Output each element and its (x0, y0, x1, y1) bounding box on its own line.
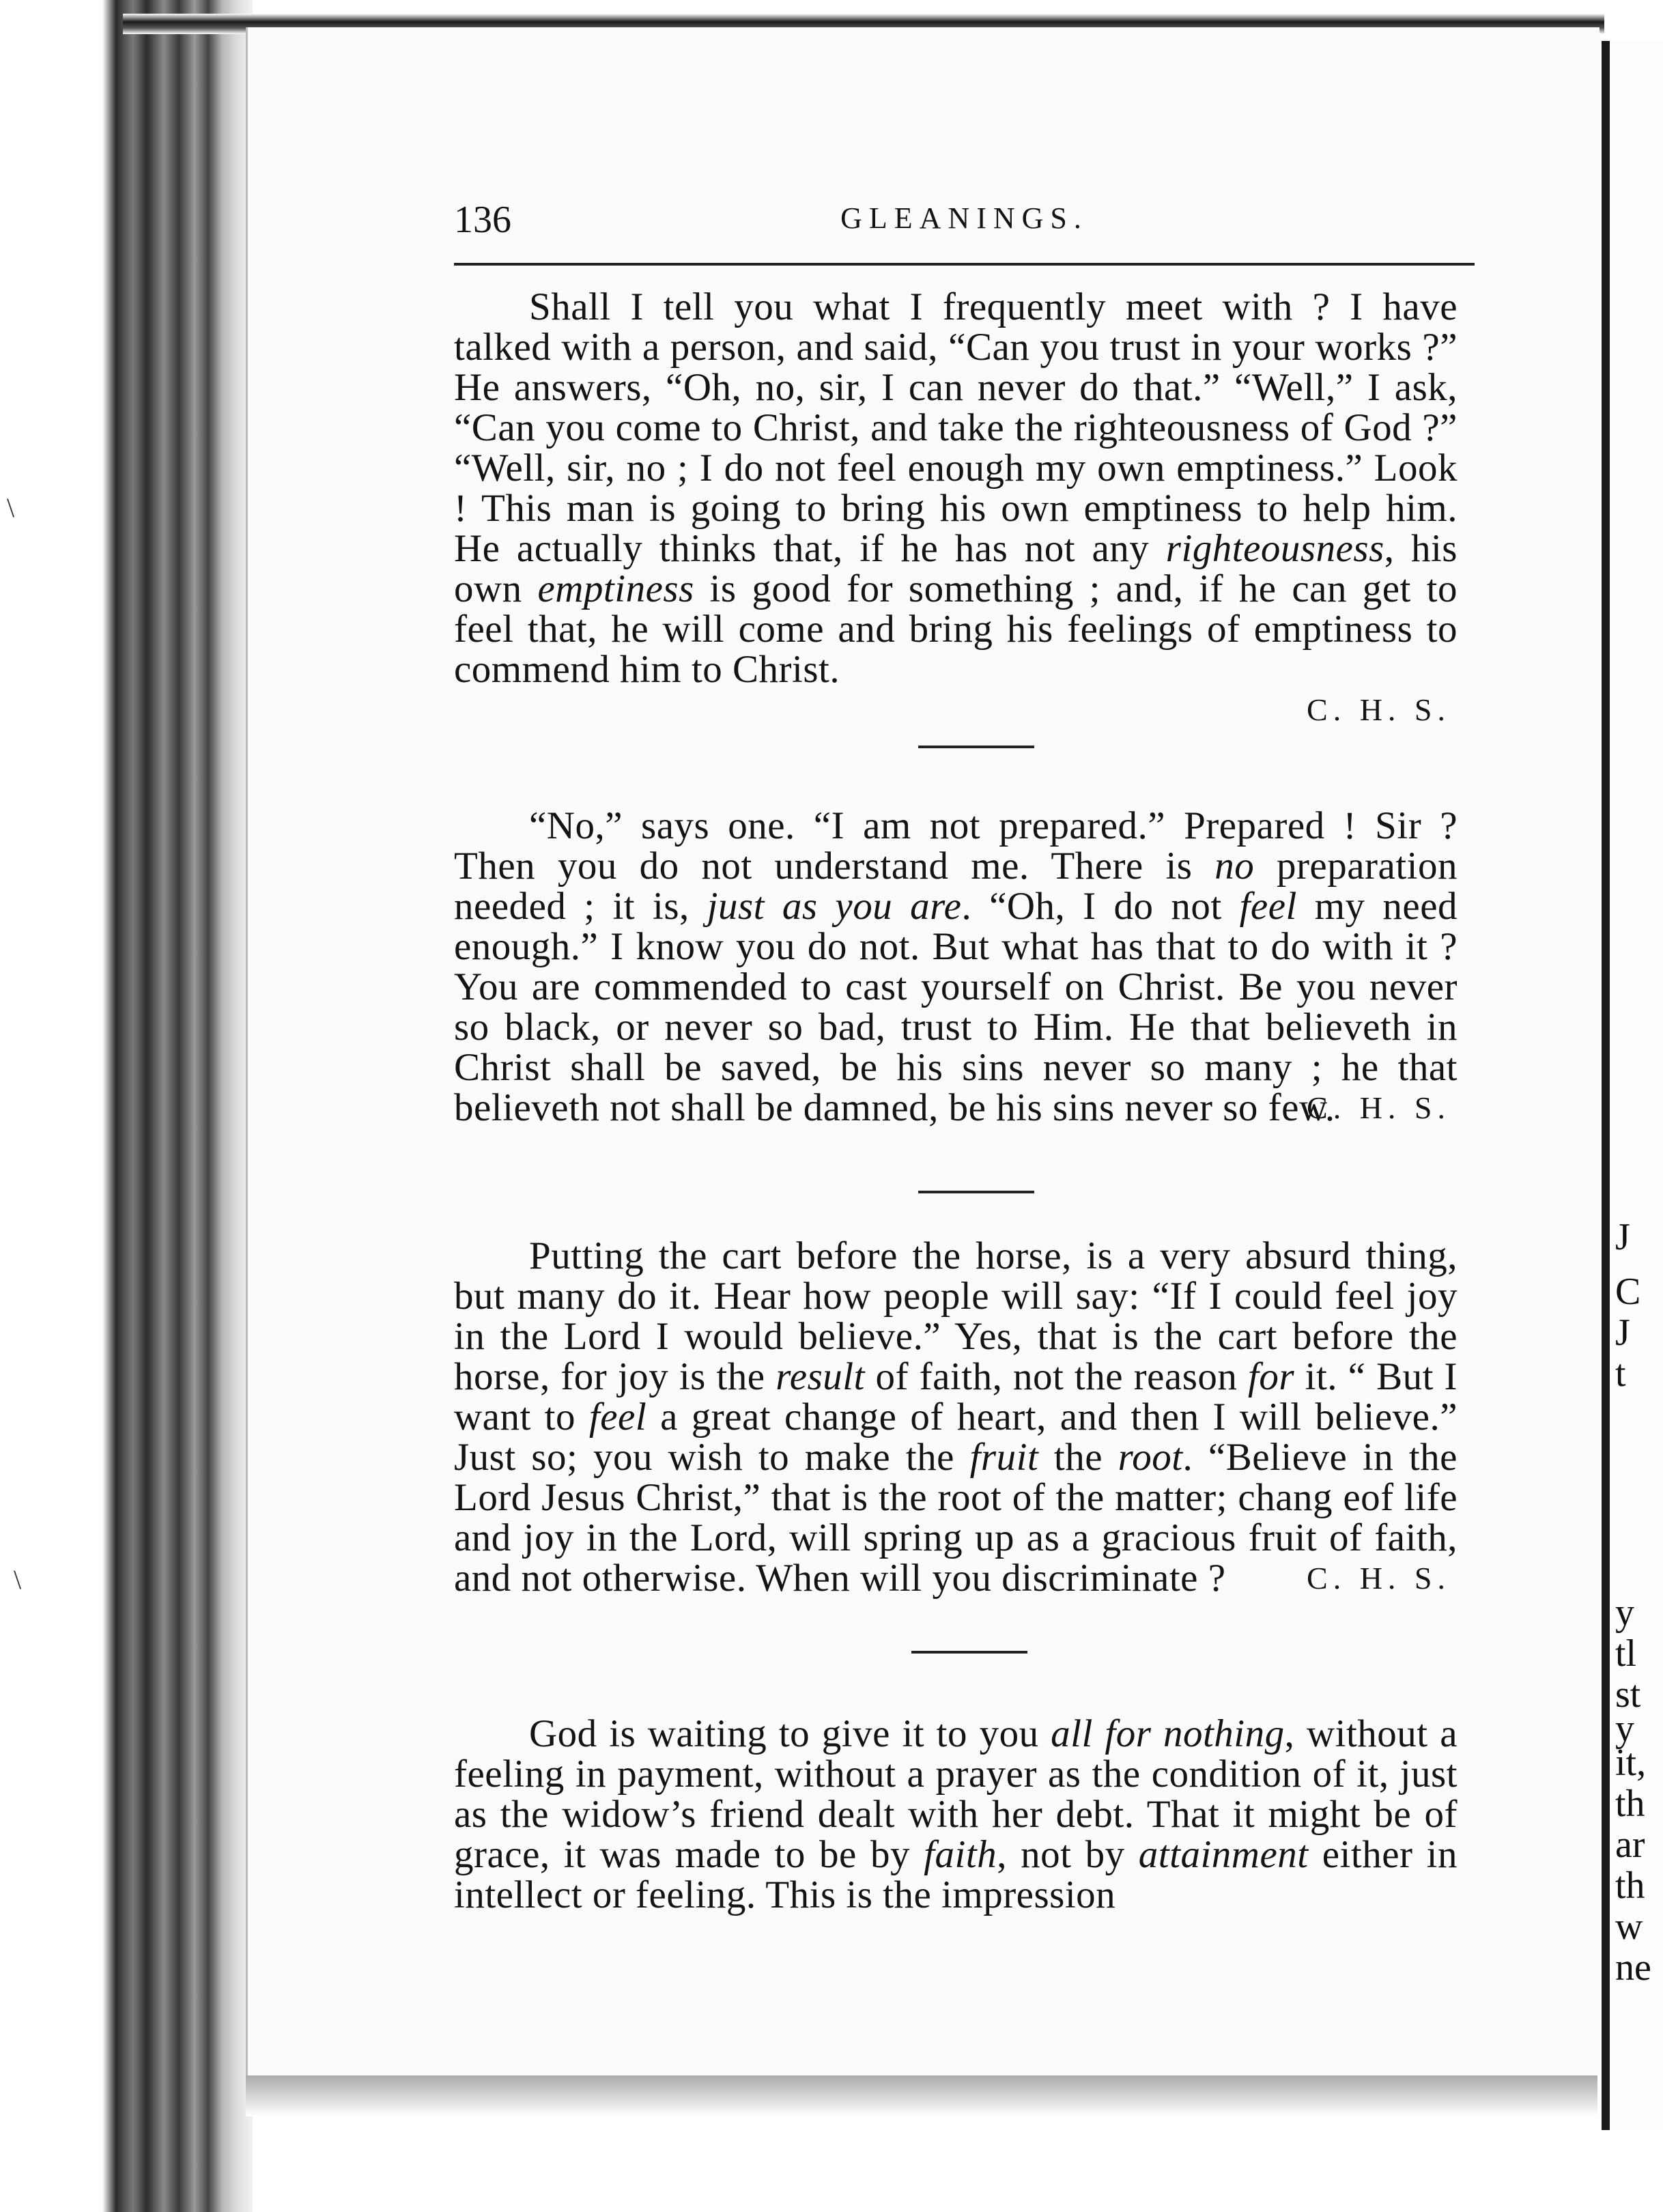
paragraph (454, 287, 1458, 690)
paragraph (454, 1714, 1458, 1915)
italic-text: for (1248, 1355, 1295, 1398)
italic-text: emptiness (537, 567, 694, 610)
scan-mark: \ (14, 1564, 22, 1595)
facing-fragment: tl (1615, 1632, 1637, 1675)
facing-page (1602, 41, 1663, 2130)
italic-text: root (1118, 1436, 1183, 1479)
facing-fragment: y (1615, 1591, 1634, 1634)
facing-fragment: th (1615, 1864, 1645, 1907)
body-text: a great change of heart, and then I will believe.” Just so; you wish to make the (454, 1395, 1458, 1479)
body-text: Shall I tell you what I frequently meet with ? I have talked with a person, and said, “Can you trust in your works ?” He answers, “Oh, no, sir, I can never do that.” “Well,” I ask, “Can you come to Christ, and take the righteousness of God ?” “Well, sir, no ; I do not feel enough my own emptiness.” Look ! This man is going to bring his own emptiness to help him. He actually thinks that, if he has not any (454, 285, 1458, 570)
italic-text: faith (924, 1833, 997, 1876)
facing-fragment: J (1615, 1311, 1630, 1354)
passage-3 (454, 1236, 1458, 1599)
body-text: “No,” says one. “I am not prepared.” Prepared ! Sir ? Then you do not understand me. There is (454, 804, 1458, 888)
signature: C. H. S. (1307, 692, 1451, 727)
section-divider (918, 1191, 1034, 1193)
section-divider (911, 1651, 1027, 1654)
facing-fragment: ar (1615, 1824, 1645, 1866)
italic-text: result (776, 1355, 865, 1398)
italic-text: feel (1239, 885, 1297, 928)
page-bottom-shadow (246, 2075, 1597, 2116)
body-text: of faith, not the reason (864, 1355, 1248, 1398)
body-text: the (1038, 1436, 1118, 1479)
italic-text: feel (588, 1395, 647, 1438)
facing-fragment: y (1615, 1707, 1634, 1750)
paragraph (454, 806, 1458, 1128)
facing-fragment: th (1615, 1783, 1645, 1825)
passage-2 (454, 806, 1458, 1129)
facing-fragment: t (1615, 1352, 1626, 1395)
body-text: , his own (454, 527, 1458, 610)
scan-mark: \ (7, 492, 15, 523)
facing-fragment: ne (1615, 1946, 1651, 1989)
paragraph (454, 1236, 1458, 1598)
italic-text: all for nothing (1051, 1712, 1285, 1755)
body-text: , without a feeling in payment, without a prayer as the condition of it, just as the widow’s friend dealt with her debt. That it might be of grace, it was made to be by (454, 1712, 1458, 1876)
italic-text: no (1214, 845, 1255, 888)
facing-fragment: st (1615, 1673, 1641, 1716)
body-text: it. “ But I want to (454, 1355, 1458, 1438)
passage-1 (454, 287, 1458, 731)
italic-text: just as you are (707, 885, 962, 928)
signature: C. H. S. (1307, 1090, 1451, 1125)
body-text: is good for something ; and, if he can get to feel that, he will come and bring his feelings of emptiness to commend him to Christ. (454, 567, 1458, 691)
body-text: God is waiting to give it to you (529, 1712, 1051, 1755)
facing-fragment: J (1615, 1216, 1630, 1258)
running-title: GLEANINGS. (840, 201, 1088, 235)
body-text: my need enough.” I know you do not. But what has that to do with it ? You are commended to cast yourself on Christ. Be you never so black, or never so bad, trust to Him. He that believeth in Christ shall be saved, be his sins never so many ; he that believeth not shall be damned, be his sins never so few. (454, 885, 1458, 1129)
italic-text: fruit (969, 1436, 1039, 1479)
book-page-edges (0, 0, 253, 2212)
running-head (454, 191, 1475, 246)
section-divider (918, 746, 1034, 748)
body-text: preparation needed ; it is, (454, 845, 1458, 928)
header-rule (454, 263, 1475, 266)
body-text: . “Believe in the Lord Jesus Christ,” that is the root of the matter; chang eof life and joy in the Lord, will spring up as a gracious fruit of faith, and not otherwise. When will you discriminate ? (454, 1436, 1458, 1600)
italic-text: righteousness (1165, 527, 1384, 570)
passage-4 (454, 1714, 1458, 1915)
page-number: 136 (454, 199, 511, 241)
signature: C. H. S. (1307, 1561, 1451, 1596)
facing-fragment: it, (1615, 1742, 1647, 1784)
body-text: Putting the cart before the horse, is a very absurd thing, but many do it. Hear how people will say: “If I could feel joy in the Lord I would believe.” Yes, that is the cart before the horse, for joy is the (454, 1234, 1458, 1398)
body-text: either in intellect or feeling. This is the impression (454, 1833, 1458, 1916)
body-text: , not by (997, 1833, 1139, 1876)
facing-fragment: C (1615, 1271, 1641, 1313)
italic-text: attainment (1138, 1833, 1309, 1876)
body-text: . “Oh, I do not (961, 885, 1240, 928)
facing-fragment: w (1615, 1905, 1643, 1948)
